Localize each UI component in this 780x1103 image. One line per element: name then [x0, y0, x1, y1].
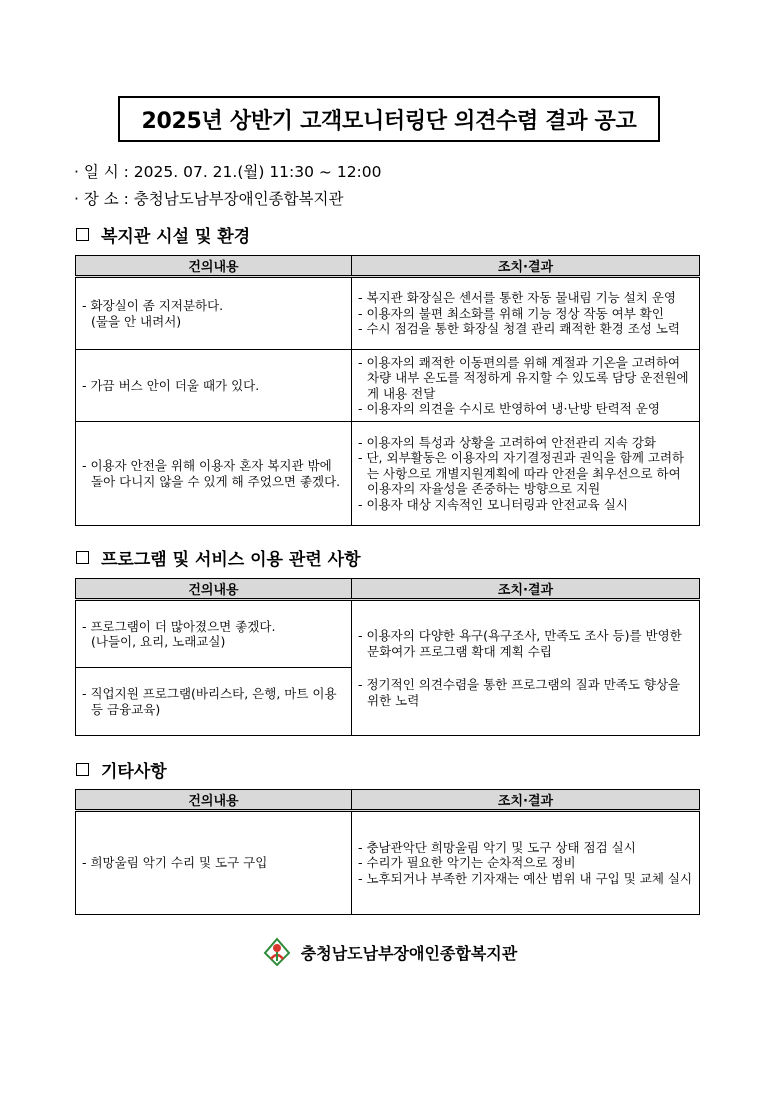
action-item: - 수시 점검을 통한 화장실 청결 관리 쾌적한 환경 조성 노력: [358, 321, 680, 337]
action-cell: [352, 600, 700, 736]
action-item: - 수리가 필요한 악기는 순차적으로 정비: [358, 855, 576, 871]
suggestion-cell: [76, 600, 352, 668]
col-header-suggestion: 건의내용: [76, 579, 352, 600]
action-item: - 노후되거나 부족한 기자재는 예산 범위 내 구입 및 교체 실시: [358, 870, 693, 886]
suggestion-note: (나들이, 요리, 노래교실): [91, 634, 226, 649]
action-cell: [352, 422, 700, 526]
suggestion-text: - 프로그램이 더 많아졌으면 좋겠다.: [82, 618, 276, 634]
checkbox-square-icon: [76, 228, 89, 241]
suggestion-text: - 가끔 버스 안이 더울 때가 있다.: [82, 377, 260, 393]
section-heading-text: 복지관 시설 및 환경: [101, 227, 251, 247]
section-heading-programs: [76, 545, 361, 570]
table-header-row: [76, 579, 700, 600]
table-other: [75, 789, 700, 915]
col-header-suggestion: 건의내용: [76, 790, 352, 811]
suggestion-cell: [76, 668, 352, 736]
table-facilities: [75, 255, 700, 526]
col-header-action: 조치·결과: [352, 256, 700, 277]
section-heading-text: 기타사항: [101, 762, 167, 782]
col-header-action: 조치·결과: [352, 790, 700, 811]
page-title: [118, 96, 660, 142]
action-cell: [352, 277, 700, 350]
action-item: - 이용자의 의견을 수시로 반영하여 냉·난방 탄력적 운영: [358, 401, 660, 416]
checkbox-square-icon: [76, 763, 89, 776]
suggestion-text: - 직업지원 프로그램(바리스타, 은행, 마트 이용 등 금융교육): [82, 686, 337, 717]
footer: [0, 937, 780, 967]
table-programs: [75, 578, 700, 736]
col-header-suggestion: 건의내용: [76, 256, 352, 277]
suggestion-text: - 화장실이 좀 지저분하다.: [82, 298, 224, 313]
table-row: [76, 350, 700, 422]
organization-logo-icon: [263, 937, 291, 967]
suggestion-cell: [76, 350, 352, 422]
suggestion-cell: [76, 811, 352, 915]
title-text: 2025년 상반기 고객모니터링단 의견수렴 결과 공고: [141, 108, 637, 134]
table-row: [76, 277, 700, 350]
table-row: [76, 811, 700, 915]
action-item: - 이용자의 쾌적한 이동편의를 위해 계절과 기온을 고려하여 차량 내부 온도를 적정하게 유지할 수 있도록 담당 운전원에게 내용 전달: [358, 354, 689, 401]
suggestion-cell: [76, 422, 352, 526]
table-header-row: [76, 256, 700, 277]
action-cell: [352, 350, 700, 422]
action-item: - 단, 외부활동은 이용자의 자기결정권과 권익을 함께 고려하는 사항으로 개별지원계획에 따라 안전을 최우선으로 하여 이용자의 자율성을 존중하는 방향으로 지원: [358, 450, 685, 497]
action-item: - 충남관악단 희망울림 악기 및 도구 상태 점검 실시: [358, 839, 636, 855]
place-line: · 장 소 : 충청남도남부장애인종합복지관: [74, 190, 344, 208]
footer-org-name: 충청남도남부장애인종합복지관: [300, 943, 518, 963]
table-row: [76, 422, 700, 526]
col-header-action: 조치·결과: [352, 579, 700, 600]
suggestion-text: - 이용자 안전을 위해 이용자 혼자 복지관 밖에 돌아 다니지 않을 수 있게 해 주었으면 좋겠다.: [82, 458, 341, 489]
action-item: - 복지관 화장실은 센서를 통한 자동 물내림 기능 설치 운영: [358, 290, 676, 306]
suggestion-text: - 희망울림 악기 수리 및 도구 구입: [82, 855, 268, 871]
action-item: - 정기적인 의견수렴을 통한 프로그램의 질과 만족도 향상을 위한 노력: [358, 677, 681, 708]
date-line: · 일 시 : 2025. 07. 21.(월) 11:30 ~ 12:00: [74, 163, 382, 181]
suggestion-cell: [76, 277, 352, 350]
action-cell: [352, 811, 700, 915]
action-item: - 이용자의 특성과 상황을 고려하여 안전관리 지속 강화: [358, 434, 656, 450]
table-row: [76, 600, 700, 668]
action-item: - 이용자의 다양한 욕구(욕구조사, 만족도 조사 등)를 반영한 문화여가 프로그램 확대 계획 수립: [358, 628, 682, 659]
action-item: - 이용자의 불편 최소화를 위해 기능 정상 작동 여부 확인: [358, 305, 664, 321]
table-header-row: [76, 790, 700, 811]
checkbox-square-icon: [76, 551, 89, 564]
section-heading-text: 프로그램 및 서비스 이용 관련 사항: [101, 550, 361, 570]
section-heading-other: [76, 757, 167, 782]
section-heading-facilities: [76, 222, 250, 247]
suggestion-note: (물을 안 내려서): [91, 313, 182, 329]
action-item: - 이용자 대상 지속적인 모니터링과 안전교육 실시: [358, 496, 628, 512]
